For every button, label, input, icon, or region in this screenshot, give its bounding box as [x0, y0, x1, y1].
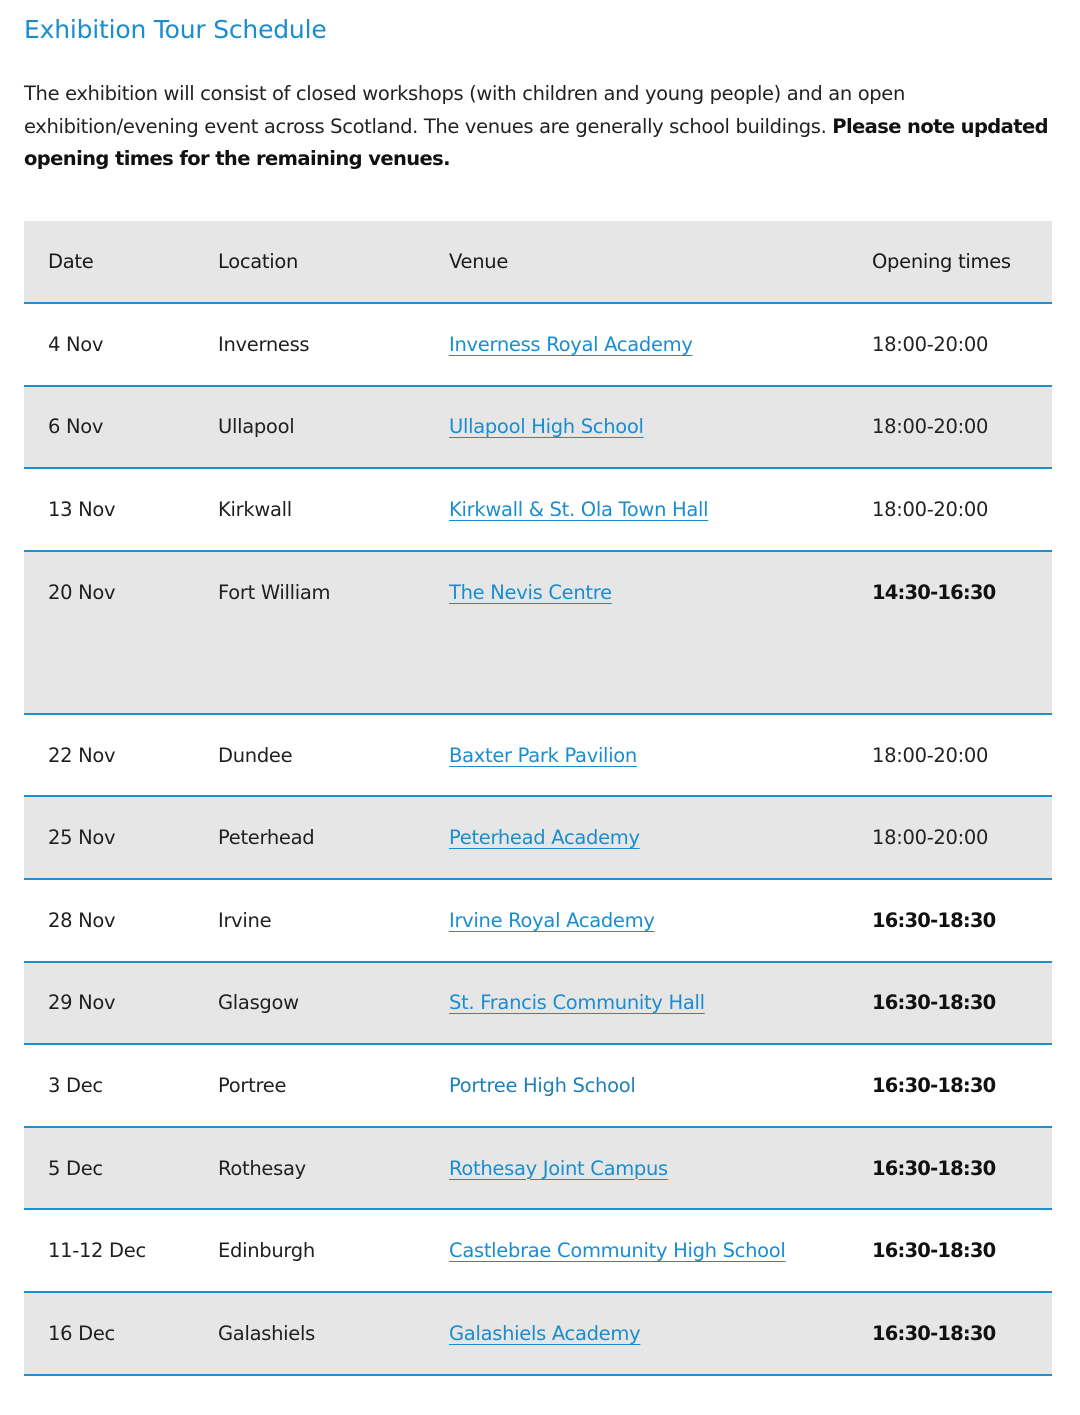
- table-row: [24, 1127, 1052, 1210]
- cell-venue[interactable]: [449, 879, 872, 962]
- table-row: [24, 468, 1052, 551]
- cell-venue[interactable]: [449, 714, 872, 797]
- venue-link[interactable]: Castlebrae Community High School: [449, 1239, 786, 1263]
- cell-opening-times: [872, 796, 1052, 879]
- table-row: [24, 1292, 1052, 1375]
- cell-date: 25 Nov: [24, 796, 218, 879]
- cell-venue[interactable]: [449, 962, 872, 1045]
- cell-location: Edinburgh: [218, 1209, 449, 1292]
- updated-opening-time: 16:30-18:30: [872, 1073, 996, 1097]
- cell-date: 4 Nov: [24, 303, 218, 386]
- cell-opening-times: [872, 879, 1052, 962]
- tour-schedule-table: [24, 221, 1052, 1376]
- column-header-venue: Venue: [449, 221, 872, 303]
- cell-location: Fort William: [218, 551, 449, 714]
- table-row: [24, 1044, 1052, 1127]
- venue-link[interactable]: Galashiels Academy: [449, 1321, 641, 1345]
- cell-opening-times: [872, 551, 1052, 714]
- venue-link[interactable]: St. Francis Community Hall: [449, 991, 705, 1015]
- cell-location: Inverness: [218, 303, 449, 386]
- cell-opening-times: [872, 1127, 1052, 1210]
- column-header-date: Date: [24, 221, 218, 303]
- intro-paragraph: [24, 78, 1054, 176]
- table-header-row: [24, 221, 1052, 303]
- opening-time: 18:00-20:00: [872, 332, 989, 356]
- page-title: Exhibition Tour Schedule: [24, 15, 327, 44]
- cell-opening-times: [872, 1292, 1052, 1375]
- cell-date: 28 Nov: [24, 879, 218, 962]
- venue-link[interactable]: The Nevis Centre: [449, 580, 612, 604]
- table-row: [24, 796, 1052, 879]
- cell-location: Galashiels: [218, 1292, 449, 1375]
- updated-opening-time: 16:30-18:30: [872, 991, 996, 1015]
- cell-date: 5 Dec: [24, 1127, 218, 1210]
- table-row: [24, 303, 1052, 386]
- venue-link[interactable]: Kirkwall & St. Ola Town Hall: [449, 497, 709, 521]
- cell-location: Dundee: [218, 714, 449, 797]
- cell-location: Portree: [218, 1044, 449, 1127]
- cell-date: 11-12 Dec: [24, 1209, 218, 1292]
- cell-venue[interactable]: [449, 796, 872, 879]
- cell-opening-times: [872, 303, 1052, 386]
- opening-time: 18:00-20:00: [872, 415, 989, 439]
- cell-location: Peterhead: [218, 796, 449, 879]
- venue-name: Portree High School: [449, 1073, 636, 1097]
- cell-location: Kirkwall: [218, 468, 449, 551]
- cell-venue[interactable]: [449, 551, 872, 714]
- table-row: [24, 1209, 1052, 1292]
- cell-location: Ullapool: [218, 386, 449, 469]
- updated-opening-time: 14:30-16:30: [872, 580, 996, 604]
- cell-venue[interactable]: [449, 468, 872, 551]
- table-row: [24, 714, 1052, 797]
- cell-date: 29 Nov: [24, 962, 218, 1045]
- cell-opening-times: [872, 714, 1052, 797]
- table-row: [24, 879, 1052, 962]
- cell-venue[interactable]: [449, 1127, 872, 1210]
- cell-date: 16 Dec: [24, 1292, 218, 1375]
- intro-emphasis: Please note updated opening times for the remaining venues.: [24, 114, 1048, 170]
- cell-location: Irvine: [218, 879, 449, 962]
- cell-location: Glasgow: [218, 962, 449, 1045]
- cell-opening-times: [872, 962, 1052, 1045]
- venue-link[interactable]: Inverness Royal Academy: [449, 332, 693, 356]
- cell-venue: [449, 1044, 872, 1127]
- cell-date: 3 Dec: [24, 1044, 218, 1127]
- cell-date: 22 Nov: [24, 714, 218, 797]
- updated-opening-time: 16:30-18:30: [872, 908, 996, 932]
- venue-link[interactable]: Peterhead Academy: [449, 826, 640, 850]
- cell-location: Rothesay: [218, 1127, 449, 1210]
- updated-opening-time: 16:30-18:30: [872, 1156, 996, 1180]
- venue-link[interactable]: Rothesay Joint Campus: [449, 1156, 668, 1180]
- column-header-location: Location: [218, 221, 449, 303]
- cell-date: 20 Nov: [24, 551, 218, 714]
- venue-link[interactable]: Baxter Park Pavilion: [449, 743, 637, 767]
- cell-date: 6 Nov: [24, 386, 218, 469]
- cell-venue[interactable]: [449, 386, 872, 469]
- opening-time: 18:00-20:00: [872, 743, 989, 767]
- column-header-opening-times: Opening times: [872, 221, 1052, 303]
- table-row: [24, 551, 1052, 714]
- cell-venue[interactable]: [449, 1209, 872, 1292]
- venue-link[interactable]: Ullapool High School: [449, 415, 644, 439]
- opening-time: 18:00-20:00: [872, 497, 989, 521]
- cell-venue[interactable]: [449, 303, 872, 386]
- cell-opening-times: [872, 468, 1052, 551]
- intro-text: The exhibition will consist of closed workshops (with children and young people) and an open exhibition/evening event across Scotland. The venues are generally school buildings.: [24, 82, 905, 138]
- cell-opening-times: [872, 1044, 1052, 1127]
- cell-date: 13 Nov: [24, 468, 218, 551]
- cell-opening-times: [872, 386, 1052, 469]
- cell-opening-times: [872, 1209, 1052, 1292]
- table-row: [24, 386, 1052, 469]
- updated-opening-time: 16:30-18:30: [872, 1321, 996, 1345]
- venue-link[interactable]: Irvine Royal Academy: [449, 908, 655, 932]
- opening-time: 18:00-20:00: [872, 826, 989, 850]
- table-row: [24, 962, 1052, 1045]
- cell-venue[interactable]: [449, 1292, 872, 1375]
- updated-opening-time: 16:30-18:30: [872, 1239, 996, 1263]
